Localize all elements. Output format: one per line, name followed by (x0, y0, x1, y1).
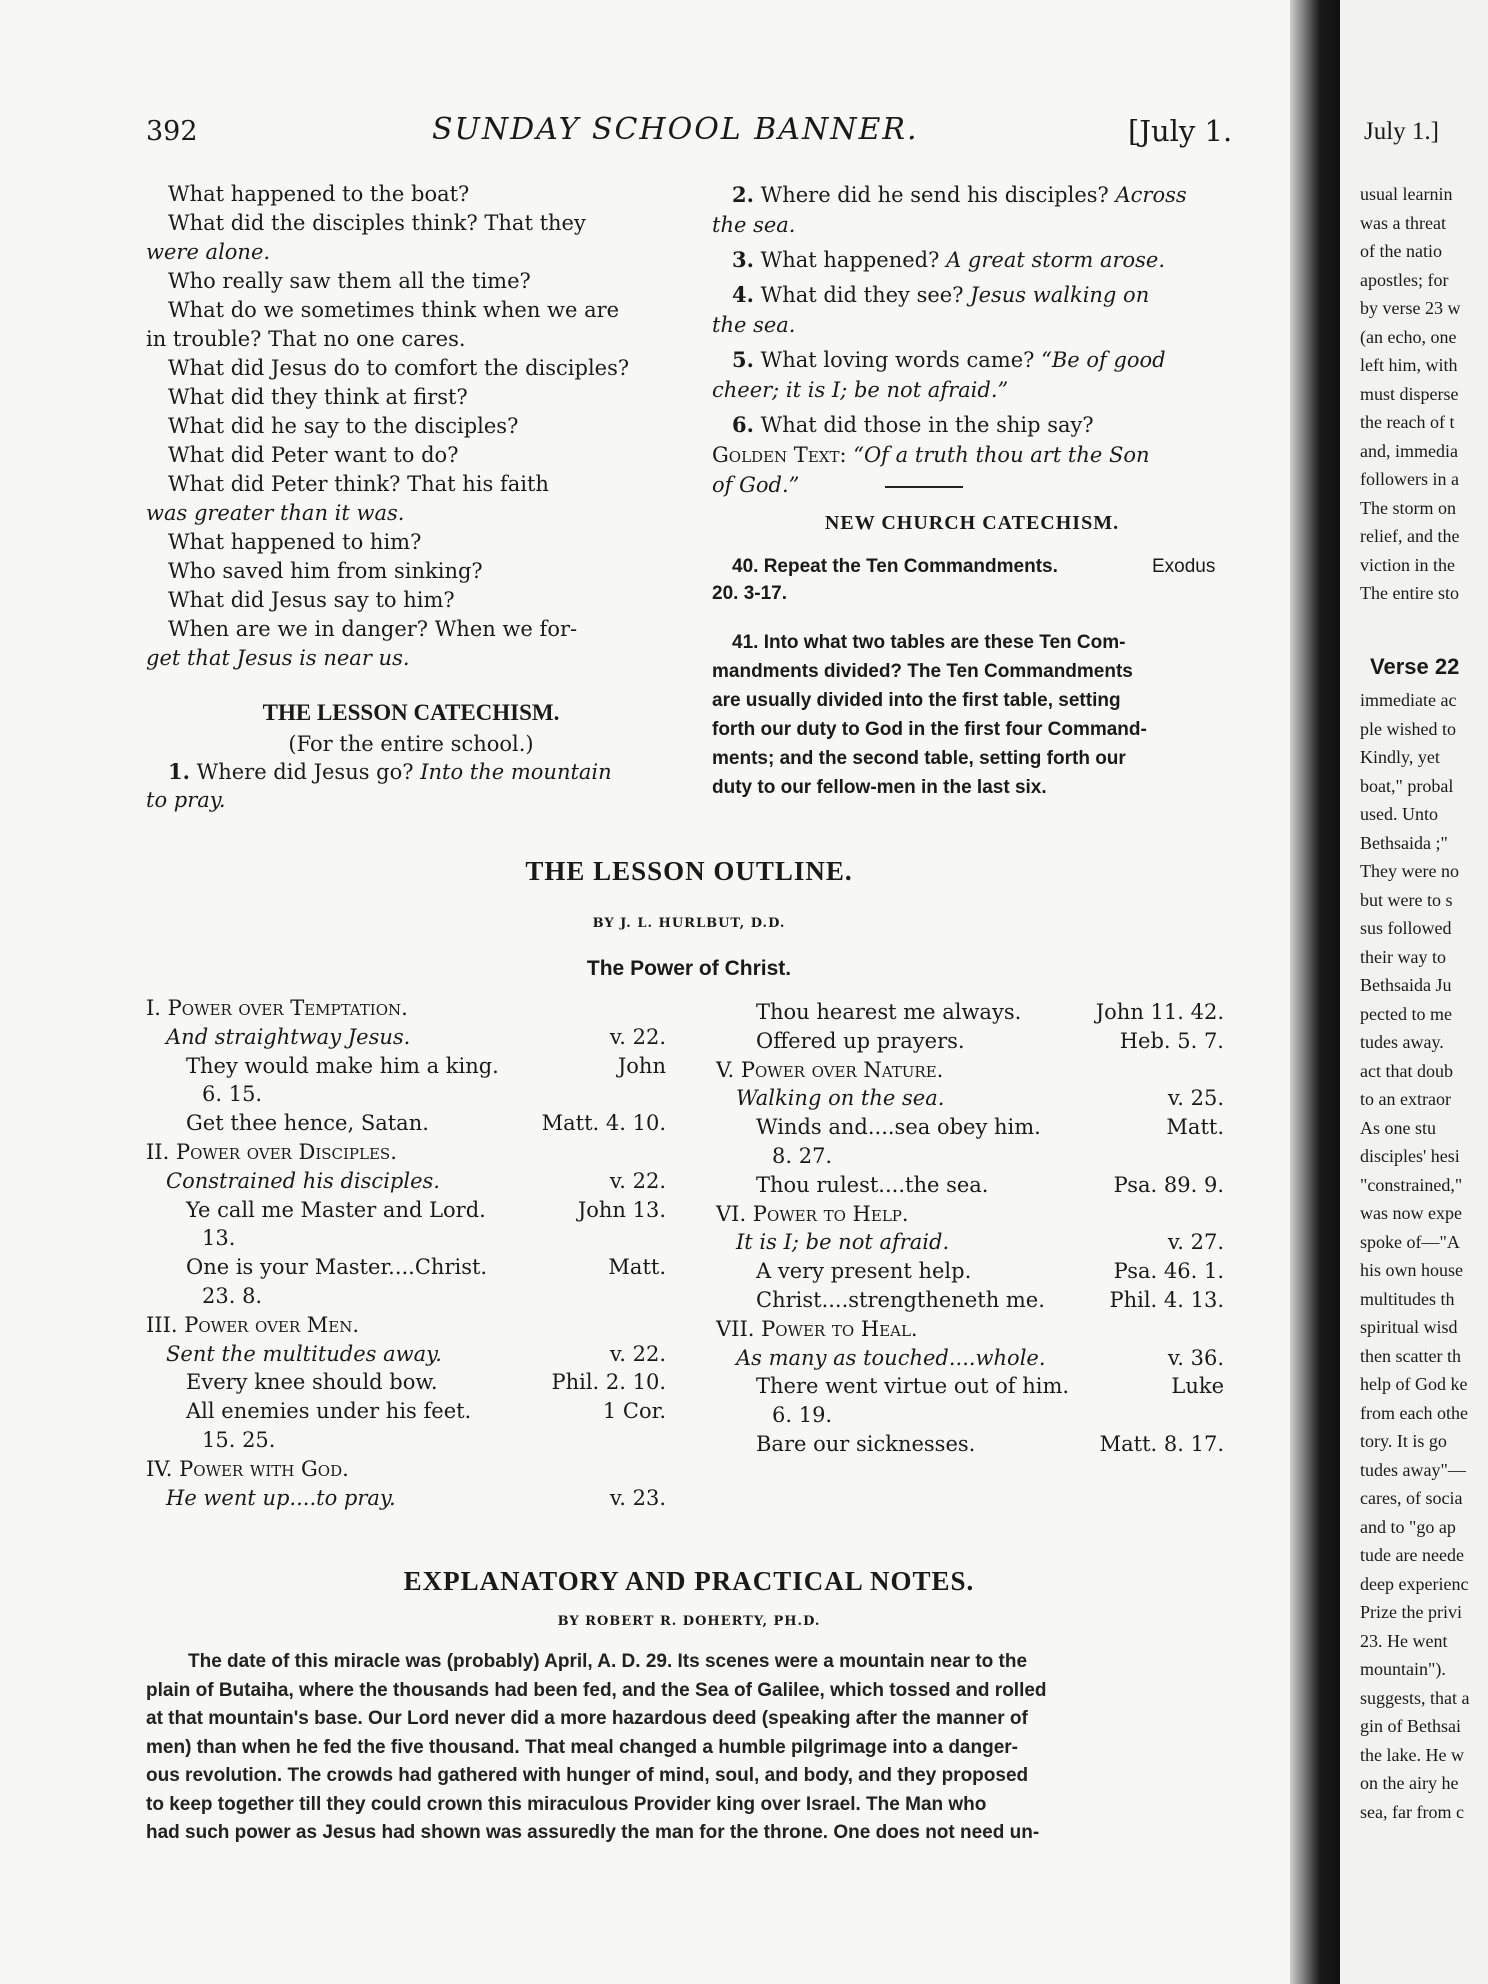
outline-entry: Bare our sicknesses. Matt. 8. 17. (756, 1432, 1224, 1456)
right-page-line: Kindly, yet (1360, 747, 1440, 767)
right-page-line: cares, of socia (1360, 1488, 1463, 1508)
right-page-line: on the airy he (1360, 1773, 1459, 1793)
outline-entry: There went virtue out of him. Luke (756, 1374, 1224, 1399)
right-page-line: The storm on (1360, 497, 1456, 518)
outline-entry: They would make him a king. John (186, 1053, 666, 1078)
right-page-line: suggests, that a (1360, 1687, 1470, 1708)
right-page-line: disciples' hesi (1360, 1146, 1460, 1166)
lesson-catechism-subtitle: (For the entire school.) (288, 732, 534, 756)
right-page-line: but were to s (1360, 889, 1453, 910)
question-line: What did they think at first? (168, 385, 468, 409)
right-page-line: by verse 23 w (1360, 298, 1461, 318)
right-page-line: followers in a (1360, 469, 1459, 489)
outline-entry: And straightway Jesus. v. 22. (166, 1024, 666, 1049)
outline-entry: 23. 8. (202, 1284, 263, 1308)
catechism-ref-40: 20. 3-17. (712, 583, 787, 604)
left-column-questions (146, 180, 676, 673)
right-page-line: tudes away. (1360, 1032, 1444, 1052)
outline-entry: III. Power over Men. (146, 1312, 360, 1337)
golden-text-label: Golden Text: (712, 443, 847, 467)
right-page-line: from each othe (1360, 1402, 1468, 1423)
question-line: What did he say to the disciples? (168, 414, 519, 438)
right-page-line: left him, with (1360, 355, 1458, 375)
right-page-line: deep experienc (1360, 1573, 1469, 1594)
question-line: What did Peter want to do? (168, 443, 459, 467)
outline-entry: Constrained his disciples. v. 22. (166, 1168, 666, 1193)
book-gutter (1290, 0, 1340, 1984)
right-page-header: July 1.] (1364, 118, 1439, 145)
right-page-line: As one stu (1360, 1117, 1436, 1138)
divider-rule (885, 486, 963, 488)
right-page-line: apostles; for (1360, 269, 1449, 290)
question-line: in trouble? That no one cares. (146, 327, 466, 351)
right-page-line: used. Unto (1360, 804, 1438, 824)
right-page-line: help of God ke (1360, 1374, 1468, 1394)
question-line: What happened to the boat? (168, 182, 470, 206)
right-page-line: their way to (1360, 946, 1446, 967)
outline-entry: Christ....strengtheneth me. Phil. 4. 13. (756, 1288, 1224, 1312)
question-line: Who really saw them all the time? (168, 269, 531, 293)
question-line: What did the disciples think? That they (168, 211, 586, 235)
right-page-line: act that doub (1360, 1060, 1453, 1081)
right-page-text-b (1360, 686, 1470, 1826)
lesson-outline-heading: THE LESSON OUTLINE. (525, 856, 853, 886)
right-page-line: then scatter th (1360, 1345, 1461, 1366)
answer-line: was greater than it was. (146, 501, 405, 525)
right-page-line: mountain"). (1360, 1659, 1446, 1679)
right-page-verse-label: Verse 22 (1370, 654, 1460, 679)
right-page-line: 23. He went (1360, 1630, 1448, 1651)
new-church-catechism-heading: NEW CHURCH CATECHISM. (824, 512, 1120, 534)
outline-entry: A very present help. Psa. 46. 1. (756, 1259, 1224, 1284)
catechism-question-41: 41. Into what two tables are these Ten Com- mandments divided? The Ten Commandments are usually divided into the first table, setting forth our duty to God in the first four Command- ments; and the second table, setting forth our duty to our fellow-men in the last six. (712, 632, 1147, 798)
outline-entry: Offered up prayers. Heb. 5. 7. (756, 1028, 1224, 1053)
outline-entry: 13. (202, 1226, 236, 1251)
right-page-line: sus followed (1360, 918, 1452, 938)
right-page-line: was now expe (1360, 1203, 1462, 1223)
outline-entry: Walking on the sea. v. 25. (736, 1086, 1224, 1111)
question-line: What happened to him? (168, 530, 422, 554)
outline-entry: 15. 25. (202, 1428, 276, 1452)
lesson-outline-subtitle: The Power of Christ. (586, 957, 792, 980)
question-line: Who saved him from sinking? (168, 559, 483, 583)
right-page-line: tory. It is go (1360, 1431, 1447, 1451)
outline-entry: 6. 19. (772, 1403, 833, 1428)
outline-entry: He went up....to pray. v. 23. (166, 1485, 666, 1510)
right-page-line: They were no (1360, 861, 1459, 881)
question-line: What did Jesus do to comfort the disciples? (168, 356, 630, 380)
outline-entry: I. Power over Temptation. (146, 996, 408, 1020)
lesson-catechism-heading: THE LESSON CATECHISM. (262, 700, 560, 725)
catechism-question-40: 40. Repeat the Ten Commandments. Exodus (732, 556, 1216, 577)
right-page-line: his own house (1360, 1260, 1463, 1280)
right-page-line: usual learnin (1360, 184, 1453, 204)
outline-entry: V. Power over Nature. (716, 1057, 944, 1082)
right-page-line: boat," probal (1360, 775, 1454, 796)
running-title: SUNDAY SCHOOL BANNER. (432, 112, 919, 147)
right-page-line: spoke of—"A (1360, 1231, 1460, 1252)
question-line: What did Jesus say to him? (168, 588, 455, 612)
answer-line: were alone. (146, 240, 271, 264)
right-page-line: the reach of t (1360, 412, 1455, 432)
outline-entry: Ye call me Master and Lord. John 13. (186, 1197, 666, 1222)
outline-entry: Every knee should bow. Phil. 2. 10. (186, 1370, 666, 1395)
right-page-line: of the natio (1360, 241, 1442, 261)
right-page-fragment (1340, 0, 1488, 1984)
notes-heading: EXPLANATORY AND PRACTICAL NOTES. (403, 1566, 975, 1596)
outline-entry: Thou hearest me always. John 11. 42. (756, 1000, 1224, 1024)
right-page-line: sea, far from c (1360, 1801, 1464, 1822)
outline-entry: As many as touched....whole. v. 36. (736, 1345, 1224, 1370)
outline-entry: All enemies under his feet. 1 Cor. (186, 1399, 666, 1424)
right-page-line: "constrained," (1360, 1174, 1463, 1195)
right-page-line: must disperse (1360, 383, 1459, 404)
right-page-line: gin of Bethsai (1360, 1716, 1461, 1736)
right-page-line: was a threat (1360, 212, 1446, 233)
outline-entry: 6. 15. (202, 1082, 263, 1107)
catechism-answer-1: to pray. (146, 788, 226, 812)
lesson-outline-byline: BY J. L. HURLBUT, D.D. (592, 916, 786, 931)
outline-entry: One is your Master....Christ. Matt. (186, 1255, 666, 1280)
right-page-line: immediate ac (1360, 690, 1457, 710)
answer-line: get that Jesus is near us. (146, 646, 410, 670)
right-column-catechism: 2. Where did he send his disciples? Across the sea. 3. What happened? A great storm arose. 4. What did they see? Jesus walking on the sea. 5. What loving words came? “Be of good cheer; it is I; be not afraid.” 6. What did those in the ship say? Golden Text: “Of a truth thou art the Son of God.” (712, 182, 1187, 497)
right-page-line: tude are neede (1360, 1545, 1464, 1565)
right-page-line: and to "go ap (1360, 1516, 1456, 1537)
catechism-question-1: 1. Where did Jesus go? Into the mountain (168, 759, 612, 784)
page-number: 392 (146, 116, 198, 147)
outline-entry: VI. Power to Help. (716, 1201, 909, 1226)
right-page-line: (an echo, one (1360, 326, 1457, 347)
right-page-line: relief, and the (1360, 526, 1460, 546)
outline-entry: It is I; be not afraid. v. 27. (736, 1230, 1224, 1255)
right-page-text-a (1360, 180, 1460, 608)
outline-entry: 8. 27. (772, 1144, 833, 1168)
right-page-line: Prize the privi (1360, 1602, 1462, 1622)
right-page-line: and, immedia (1360, 440, 1458, 461)
outline-entry: Thou rulest....the sea. Psa. 89. 9. (756, 1172, 1224, 1197)
outline-entry: II. Power over Disciples. (146, 1140, 397, 1164)
right-page-line: the lake. He w (1360, 1744, 1464, 1765)
right-page-line: Bethsaida Ju (1360, 975, 1452, 995)
outline-entry: VII. Power to Heal. (716, 1316, 918, 1341)
right-page-line: multitudes th (1360, 1288, 1455, 1309)
right-page-line: spiritual wisd (1360, 1317, 1458, 1337)
outline-entry: Winds and....sea obey him. Matt. (756, 1115, 1224, 1140)
right-page-line: to an extraor (1360, 1089, 1451, 1109)
right-page-line: The entire sto (1360, 583, 1459, 603)
outline-entry: Get thee hence, Satan. Matt. 4. 10. (186, 1111, 666, 1136)
question-line: What did Peter think? That his faith (168, 472, 549, 496)
running-date: [July 1. (1128, 114, 1233, 148)
right-page-line: pected to me (1360, 1003, 1452, 1024)
outline-entry: IV. Power with God. (146, 1456, 349, 1481)
right-page-line: ple wished to (1360, 718, 1456, 739)
outline-entry: Sent the multitudes away. v. 22. (166, 1341, 666, 1366)
right-page-line: Bethsaida ;" (1360, 832, 1448, 853)
right-page-line: tudes away"— (1360, 1459, 1466, 1480)
notes-byline: BY ROBERT R. DOHERTY, PH.D. (557, 1614, 821, 1629)
right-page-line: viction in the (1360, 554, 1455, 575)
question-line: What do we sometimes think when we are (168, 298, 620, 322)
question-line: When are we in danger? When we for- (168, 617, 578, 641)
notes-body: The date of this miracle was (probably) April, A. D. 29. Its scenes were a mountain near to the plain of Butaiha, where the thousands had been fed, and the Sea of Galilee, which tossed and rolled at that mountain's base. Our Lord never did a more hazardous deed (speaking after the manner of men) than when he fed the five thousand. That meal changed a humble pilgrimage into a danger- ous revolution. The crowds had gathered with hunger of mind, soul, and body, and they proposed to keep together till they could crown this miraculous Provider king over Israel. The Man who had such power as Jesus had shown was assuredly the man for the throne. One does not need un- (146, 1651, 1047, 1843)
